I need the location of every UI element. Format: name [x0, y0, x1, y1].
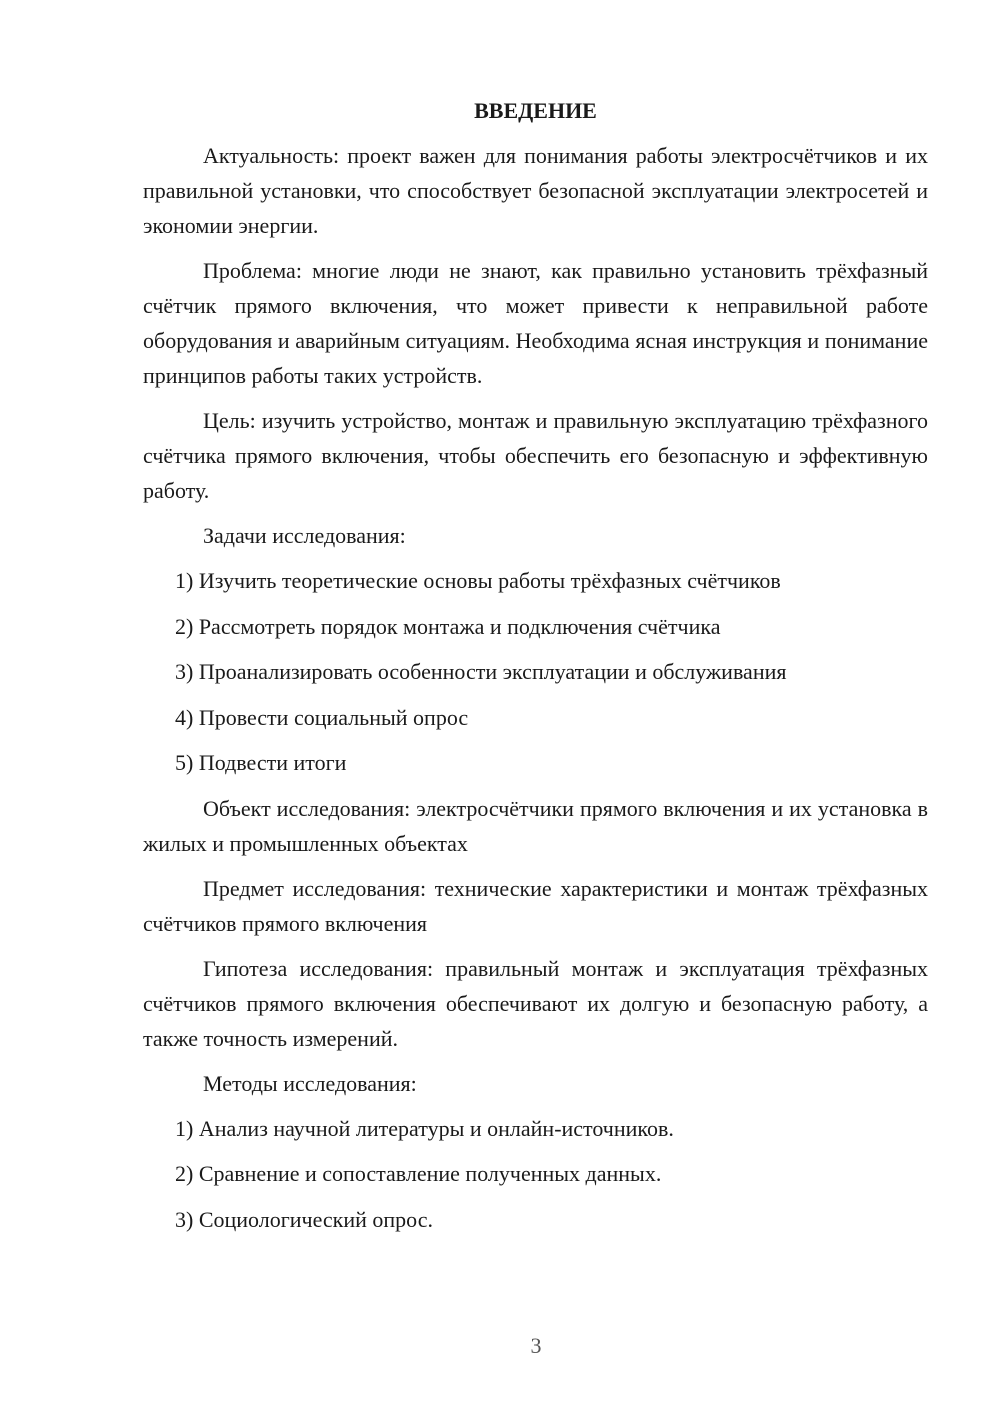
hypothesis-paragraph: Гипотеза исследования: правильный монтаж и эксплуатация трёхфазных счётчиков прямого включения обеспечивают их долгую и безопасную работу, а также точность измерений. — [143, 955, 928, 1051]
object-paragraph: Объект исследования: электросчётчики прямого включения и их установка в жилых и промышленных объектах — [143, 795, 928, 856]
relevance-paragraph: Актуальность: проект важен для понимания работы электросчётчиков и их правильной установки, что способствует безопасной эксплуатации электросетей и экономии энергии. — [143, 143, 928, 238]
list-item: 1) Анализ научной литературы и онлайн-источников. — [175, 1115, 674, 1141]
tasks-list — [143, 563, 928, 780]
document-page — [143, 93, 928, 1247]
list-item: 3) Проанализировать особенности эксплуатации и обслуживания — [175, 659, 787, 684]
list-item: 4) Провести социальный опрос — [175, 704, 469, 730]
list-item: 1) Изучить теоретические основы работы трёхфазных счётчиков — [175, 568, 781, 593]
goal-paragraph: Цель: изучить устройство, монтаж и правильную эксплуатацию трёхфазного счётчика прямого включения, чтобы обеспечить его безопасную и эффективную работу. — [143, 408, 928, 503]
list-item: 3) Социологический опрос. — [175, 1206, 433, 1232]
subject-paragraph: Предмет исследования: технические характеристики и монтаж трёхфазных счётчиков прямого включения — [143, 875, 928, 936]
page-title: ВВЕДЕНИЕ — [474, 98, 597, 123]
methods-heading: Методы исследования: — [203, 1070, 417, 1096]
problem-paragraph: Проблема: многие люди не знают, как правильно установить трёхфазный счётчик прямого включения, что может привести к неправильной работе оборудования и аварийным ситуациям. Необходима ясная инструкция и понимание принципов работы таких устройств. — [143, 258, 928, 388]
page-number: 3 — [530, 1333, 542, 1358]
list-item: 5) Подвести итоги — [175, 750, 347, 775]
tasks-heading: Задачи исследования: — [203, 523, 406, 548]
list-item: 2) Рассмотреть порядок монтажа и подключения счётчика — [175, 613, 721, 639]
list-item: 2) Сравнение и сопоставление полученных данных. — [175, 1161, 662, 1186]
methods-list — [143, 1111, 928, 1237]
